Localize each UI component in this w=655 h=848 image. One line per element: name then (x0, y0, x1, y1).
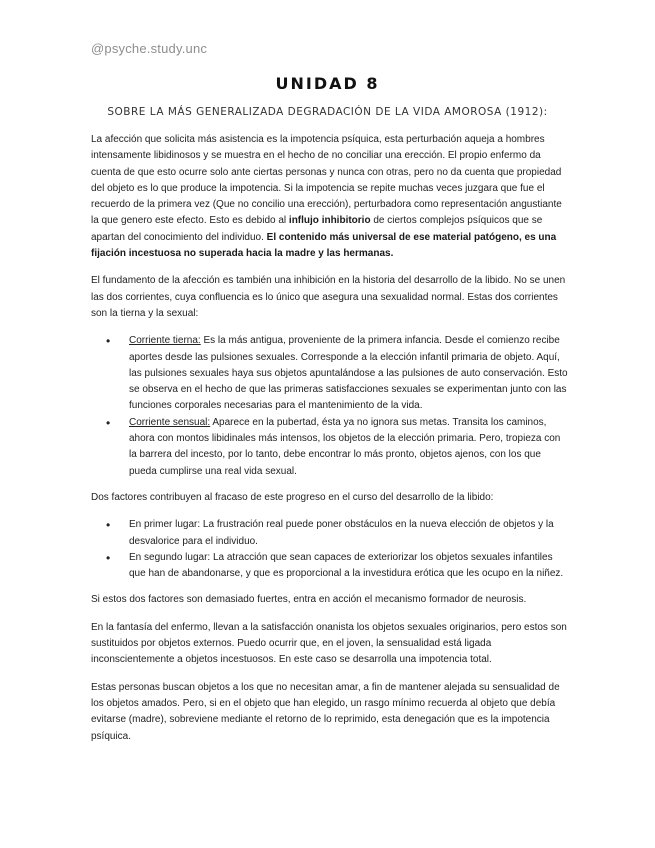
factors-list (91, 517, 569, 582)
section-subtitle: SOBRE LA MÁS GENERALIZADA DEGRADACIÓN DE LA VIDA AMOROSA (1912): (107, 106, 548, 118)
author-handle: @psyche.study.unc (91, 41, 208, 56)
term-tender: Corriente tierna: (129, 335, 201, 347)
document-body (91, 132, 569, 756)
unit-title: UNIDAD 8 (275, 74, 380, 93)
currents-list (91, 333, 569, 480)
paragraph-neurosis: Si estos dos factores son demasiado fuertes, entra en acción el mecanismo formador de neurosis. (91, 594, 527, 606)
paragraph-impotence: La afección que solicita más asistencia es la impotencia psíquica, esta perturbación aqueja a hombres intensamente libidinosos y se muestra en el hecho de no conciliar una erección. El propio enfermo da cuenta de que esto ocurre solo ante ciertas personas y nunca con otras, pero no da cuenta que propiedad del objeto es lo que produce la impotencia. Si la impotencia se repite muchas veces juzgara que fue el recuerdo de la primera vez (Que no concilio una erección), perturbadora como representación angustiante la que genero este efecto. Esto es debido al influjo inhibitorio de ciertos complejos psíquicos que se apartan del conocimiento del individuo. El contenido más universal de ese material patógeno, es una fijación incestuosa no superada hacia la madre y las hermanas. (91, 134, 562, 260)
list-item-tender-current: • Corriente tierna: Es la más antigua, proveniente de la primera infancia. Desde el comienzo recibe aportes desde las pulsiones sexuales. Corresponde a la elección infantil primaria de objeto. Aquí, las pulsiones sexuales haya sus objetos apuntalándose a las pulsiones de auto conservación. Esto se observa en el hecho de que las primeras satisfacciones sexuales se experimentan junto con las funciones corporales necesarias para el mantenimiento de la vida. (129, 333, 569, 414)
list-item-first-factor: • En primer lugar: La frustración real puede poner obstáculos en la nueva elección de objetos y la desvalorice para el individuo. (129, 517, 569, 550)
paragraph-fantasy: En la fantasía del enfermo, llevan a la satisfacción onanista los objetos sexuales originarios, pero estos son sustituidos por objetos externos. Puedo ocurrir que, en el joven, la sensualidad está ligada inconscientemente a objetos incestuosos. En este caso se desarrolla una impotencia total. (91, 621, 567, 666)
paragraph-objects: Estas personas buscan objetos a los que no necesitan amar, a fin de mantener alejada su sensualidad de los objetos amados. Pero, si en el objeto que han elegido, un rasgo mínimo recuerda al objeto que debía evitarse (madre), sobreviene mediante el retorno de lo reprimido, esta denegación que es la impotencia psíquica. (91, 681, 560, 742)
term-sensual: Corriente sensual: (129, 416, 211, 428)
list-item-sensual-current: • Corriente sensual: Aparece en la pubertad, ésta ya no ignora sus metas. Transita los caminos, ahora con montos libidinales más intensos, los objetos de la elección primaria. Pero, tropieza con la barrera del incesto, por lo tanto, debe encontrar lo más pronto, objetos ajenos, con los que pueda cumplirse una real vida sexual. (129, 415, 569, 480)
paragraph-foundation: El fundamento de la afección es también una inhibición en la historia del desarrollo de la libido. No se unen las dos corrientes, cuya confluencia es lo único que asegura una sexualidad normal. Estas dos corrientes son la tierna y la sexual: (91, 275, 566, 319)
paragraph-factors: Dos factores contribuyen al fracaso de este progreso en el curso del desarrollo de la libido: (91, 491, 494, 503)
list-item-second-factor: • En segundo lugar: La atracción que sean capaces de exteriorizar los objetos sexuales infantiles que han de abandonarse, y que es proporcional a la investidura erótica que les ocupo en la niñez. (129, 550, 569, 583)
